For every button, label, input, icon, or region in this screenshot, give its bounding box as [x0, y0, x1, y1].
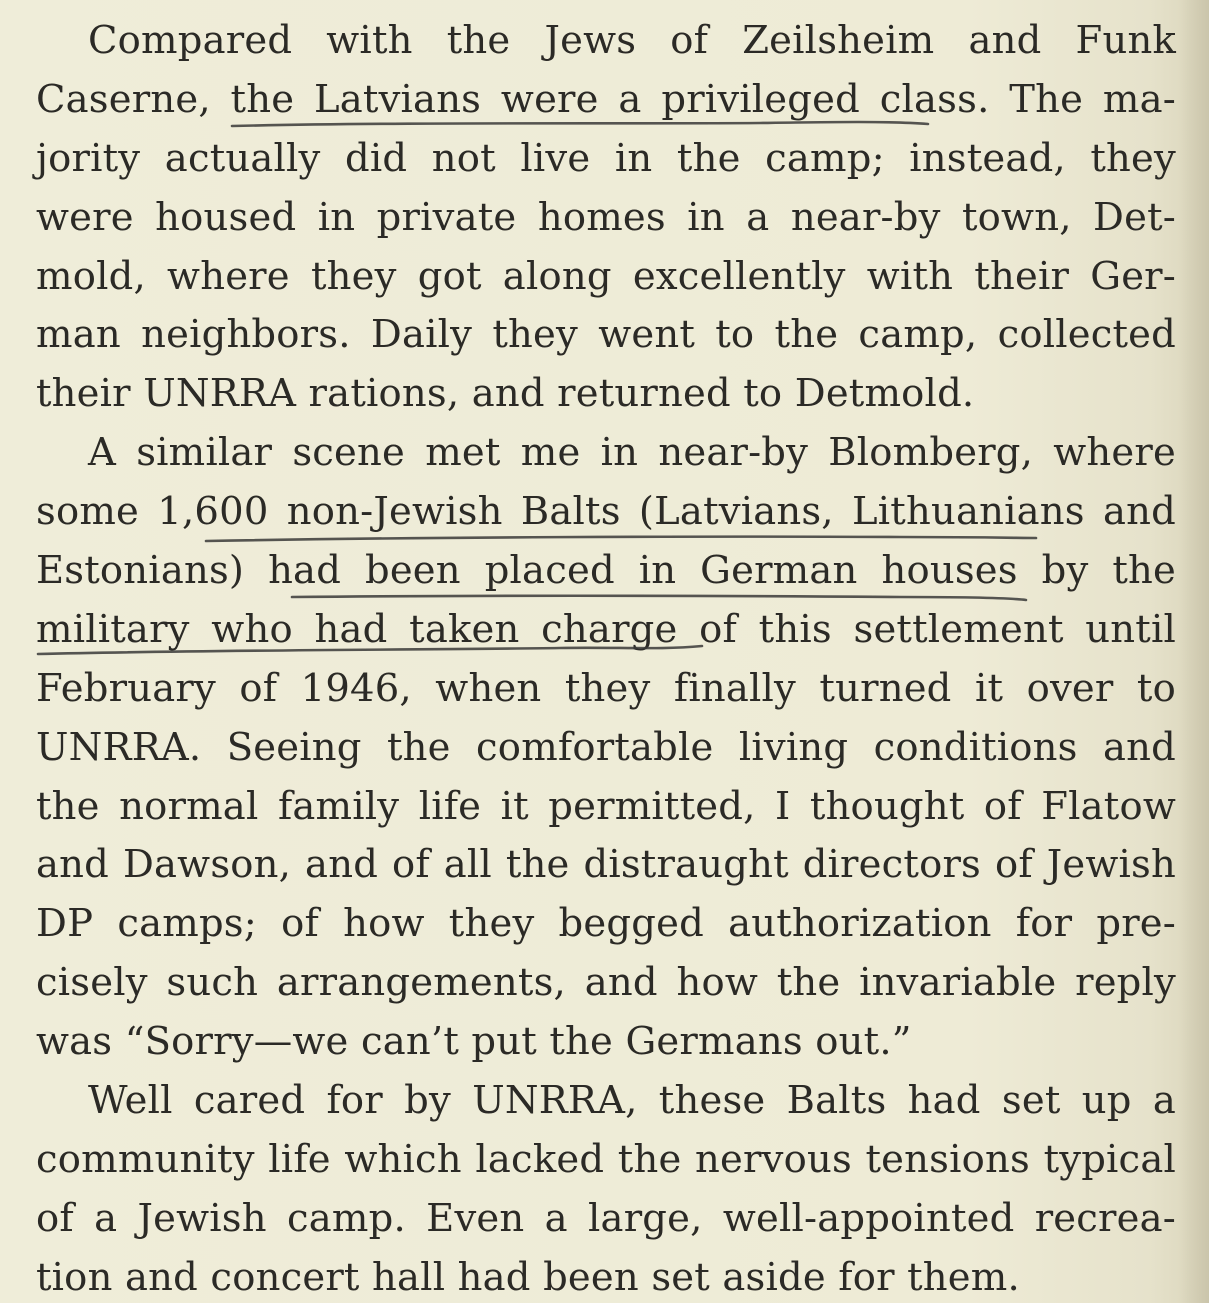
text-line: tion and concert hall had been set aside for them.: [36, 1254, 1020, 1300]
text-line: Estonians) had been placed in German houses by the: [36, 548, 1176, 594]
text-line: of a Jewish camp. Even a large, well-appointed recrea-: [36, 1195, 1176, 1241]
text-line: Well cared for by UNRRA, these Balts had set up a: [88, 1078, 1176, 1124]
text-line: UNRRA. Seeing the comfortable living conditions and: [36, 724, 1176, 770]
text-line: A similar scene met me in near-by Blomberg, where: [88, 430, 1176, 476]
text-line: some 1,600 non-Jewish Balts (Latvians, Lithuanians and: [36, 489, 1176, 535]
text-line: February of 1946, when they finally turned it over to: [36, 665, 1176, 711]
text-line: military who had taken charge of this settlement until: [36, 606, 1176, 652]
text-line: was “Sorry—we can’t put the Germans out.”: [36, 1019, 912, 1065]
text-line: DP camps; of how they begged authorization for pre-: [36, 901, 1176, 947]
text-line: man neighbors. Daily they went to the camp, collected: [36, 312, 1176, 358]
text-line: their UNRRA rations, and returned to Detmold.: [36, 371, 975, 417]
text-line: jority actually did not live in the camp; instead, they: [36, 135, 1176, 181]
text-line: community life which lacked the nervous tensions typical: [36, 1136, 1176, 1182]
page-gutter-shadow: [1179, 0, 1209, 1303]
text-line: Caserne, the Latvians were a privileged class. The ma-: [36, 76, 1176, 122]
text-line: Compared with the Jews of Zeilsheim and Funk: [88, 18, 1176, 63]
text-line: cisely such arrangements, and how the invariable reply: [36, 960, 1176, 1006]
text-line: were housed in private homes in a near-by town, Det-: [36, 194, 1176, 240]
text-line: and Dawson, and of all the distraught directors of Jewish: [36, 842, 1176, 888]
body-text: [36, 12, 1176, 1303]
text-line: the normal family life it permitted, I thought of Flatow: [36, 783, 1176, 829]
text-line: mold, where they got along excellently with their Ger-: [36, 253, 1176, 299]
